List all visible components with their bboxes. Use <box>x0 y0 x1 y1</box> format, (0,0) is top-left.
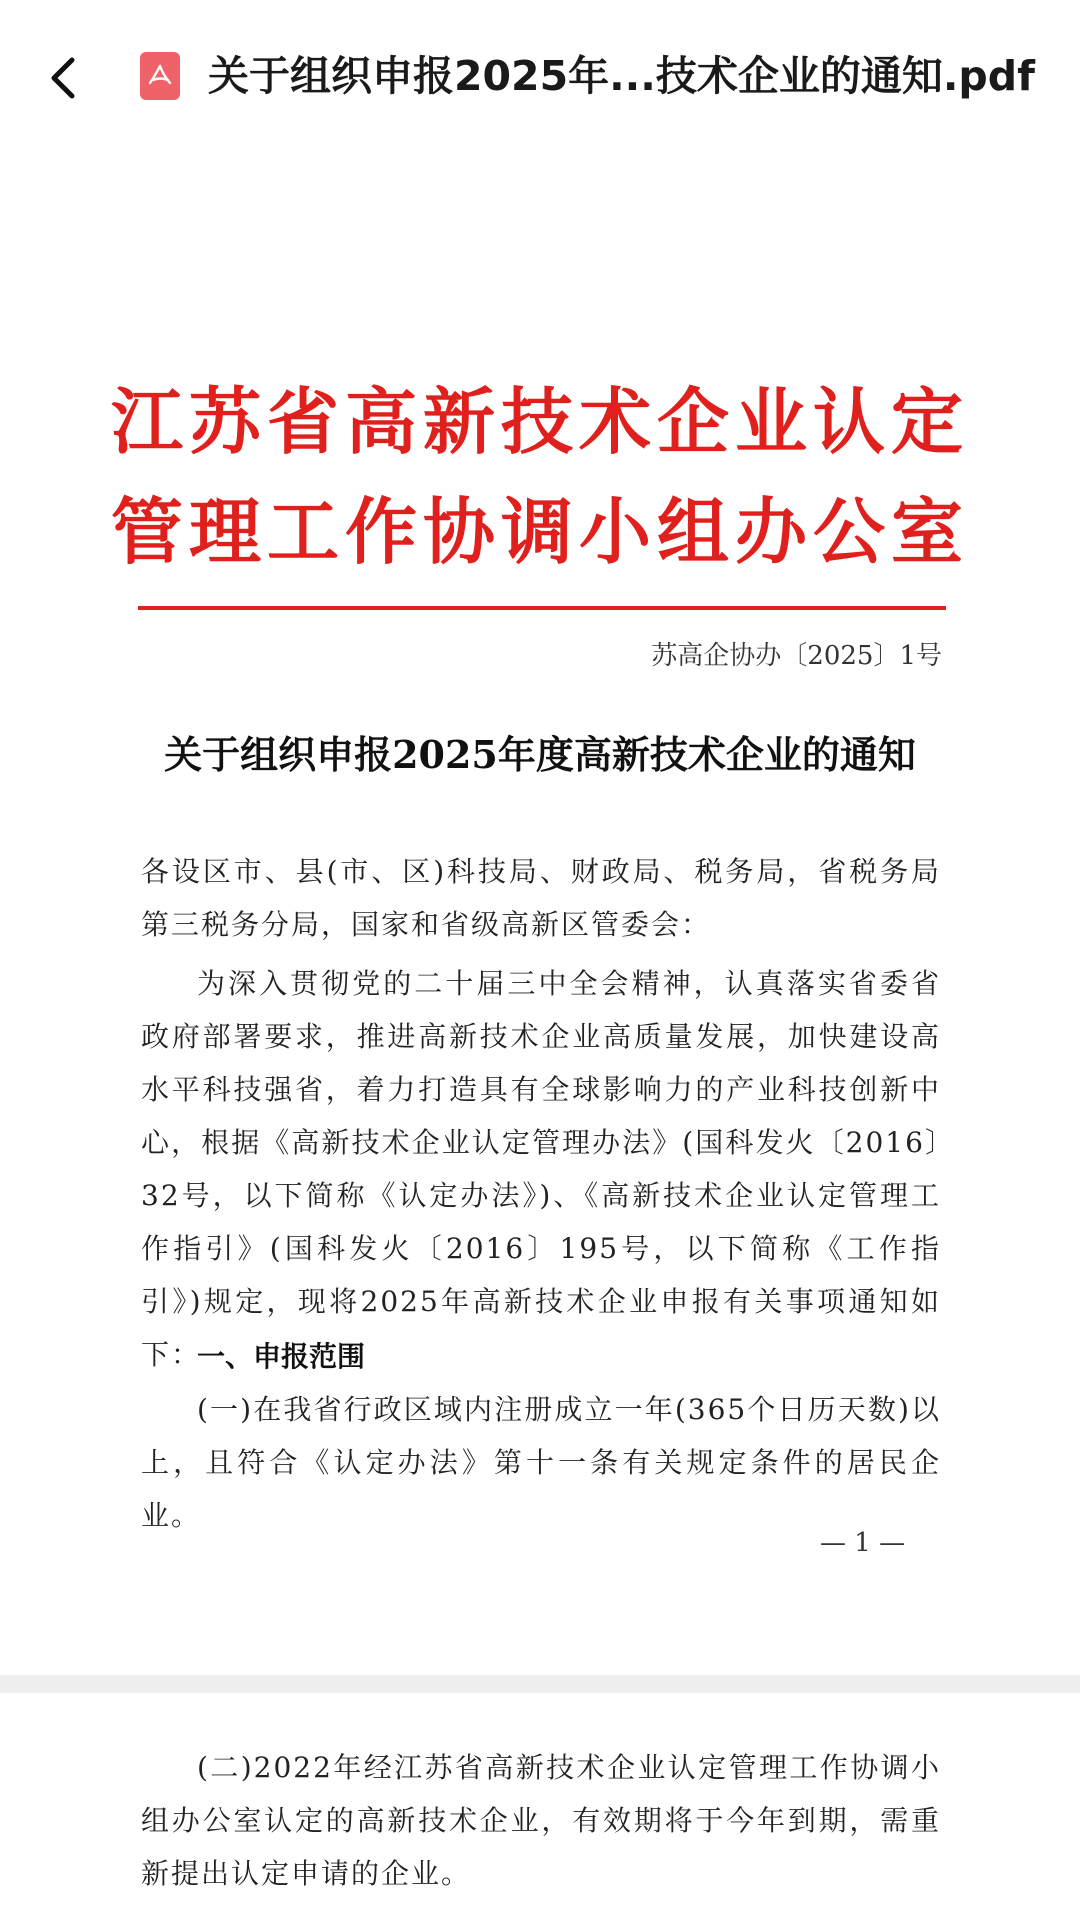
item-1-paragraph: (一)在我省行政区域内注册成立一年(365个日历天数)以上，且符合《认定办法》第十一条有关规定条件的居民企业。 <box>141 1393 941 1532</box>
pdf-page-1[interactable] <box>0 150 1080 1675</box>
pdf-file-icon <box>140 52 180 100</box>
back-button[interactable] <box>38 50 88 106</box>
item-2-paragraph: (二)2022年经江苏省高新技术企业认定管理工作协调小组办公室认定的高新技术企业，有效期将于今年到期，需重新提出认定申请的企业。 <box>141 1751 941 1890</box>
top-bar <box>0 0 1080 150</box>
notice-title: 关于组织申报2025年度高新技术企业的通知 <box>164 732 916 777</box>
document-title: 关于组织申报2025年...技术企业的通知.pdf <box>208 52 1035 100</box>
page-separator <box>0 1675 1080 1693</box>
document-number: 苏高企协办〔2025〕1号 <box>651 641 942 671</box>
recipients-paragraph: 各设区市、县(市、区)科技局、财政局、税务局，省税务局第三税务分局，国家和省级高新区管委会： <box>141 855 941 941</box>
issuer-name-line1: 江苏省高新技术企业认定 <box>110 380 969 464</box>
chevron-left-icon <box>48 56 78 100</box>
intro-paragraph: 为深入贯彻党的二十届三中全会精神，认真落实省委省政府部署要求，推进高新技术企业高质量发展，加快建设高水平科技强省，着力打造具有全球影响力的产业科技创新中心，根据《高新技术企业认定管理办法》(国科发火〔2016〕32号，以下简称《认定办法》)、《高新技术企业认定管理工作指引》(国科发火〔2016〕195号，以下简称《工作指引》)规定，现将2025年高新技术企业申报有关事项通知如下： <box>141 967 941 1371</box>
section-heading-1: 一、申报范围 <box>197 1340 366 1373</box>
pdf-page-2[interactable] <box>0 1693 1080 1932</box>
red-divider <box>138 606 946 610</box>
page-number: — 1 — <box>820 1528 906 1558</box>
issuer-name-line2: 管理工作协调小组办公室 <box>110 490 969 574</box>
